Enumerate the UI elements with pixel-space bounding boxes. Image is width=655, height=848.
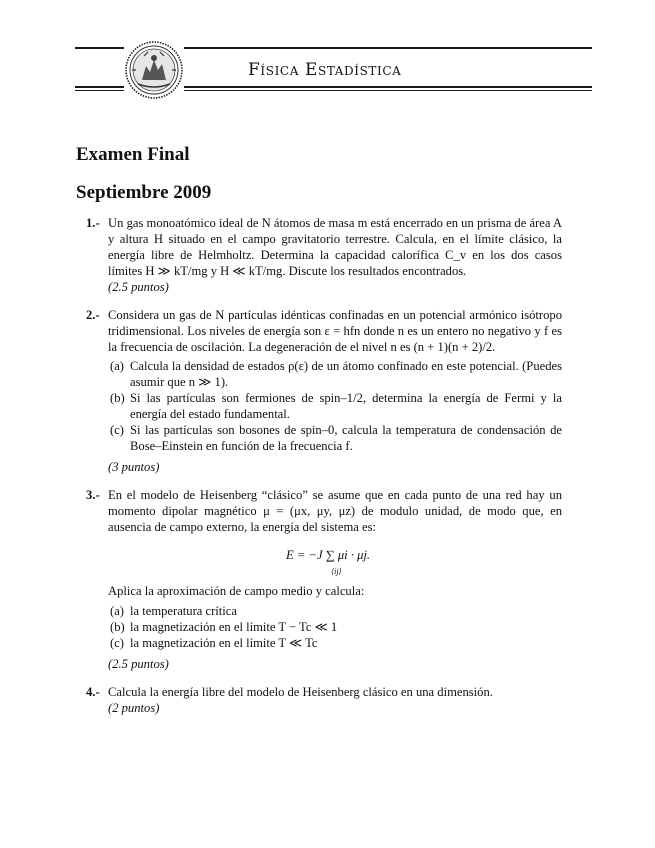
question-number: 3.- (86, 488, 100, 502)
question-text: En el modelo de Heisenberg “clásico” se asume que en cada punto de una red hay un momento dipolar magnético μ = (μx, μy, μz) de modulo unidad, de modo que, en ausencia de campo externo, la energía del sistema es: (108, 488, 562, 534)
subitem: (a) Calcula la densidad de estados ρ(ε) de un átomo confinado en este potencial. (Puedes asumir que n ≫ 1). (110, 359, 562, 389)
subitem: (b) la magnetización en el límite T − Tc ≪ 1 (110, 620, 338, 634)
question-number: 4.- (86, 685, 100, 699)
exam-date: Septiembre 2009 (76, 182, 212, 203)
question-1 (76, 215, 562, 295)
question-text: Calcula la energía libre del modelo de Heisenberg clásico en una dimensión. (108, 685, 493, 699)
question-number: 2.- (86, 308, 100, 322)
subitem: (a) la temperatura crítica (110, 604, 237, 618)
question-text: Considera un gas de N partículas idénticas confinadas en un potencial armónico isótropo tridimensional. Los niveles de energía son ε = hfn donde n es un entero no negativo y f es la frecuencia de oscilación. La degeneración de el nivel n es (n + 1)(n + 2)/2. (108, 308, 562, 354)
question-number: 1.- (86, 216, 100, 230)
exam-title: Examen Final (76, 144, 190, 165)
question-3 (76, 487, 562, 672)
questions (76, 215, 562, 716)
question-text-after: Aplica la aproximación de campo medio y calcula: (108, 584, 365, 598)
question-4 (76, 684, 562, 716)
subitem: (c) la magnetización en el límite T ≪ Tc (110, 636, 318, 650)
question-points: (2.5 puntos) (108, 657, 169, 671)
subitem: (c) Si las partículas son bosones de spin–0, calcula la temperatura de condensación de Bose–Einstein en función de la frecuencia f. (110, 423, 562, 453)
question-points: (2.5 puntos) (108, 280, 169, 294)
question-2 (76, 307, 562, 475)
question-points: (2 puntos) (108, 701, 160, 715)
energy-equation: E = −J ∑ μi · μj. ⟨ij⟩ (286, 548, 371, 576)
subitem: (b) Si las partículas son fermiones de spin–1/2, determina la energía de Fermi y la energía del estado fundamental. (110, 391, 562, 421)
university-seal-icon (124, 40, 184, 100)
question-text: Un gas monoatómico ideal de N átomos de masa m está encerrado en un prisma de área A y altura H situado en el campo gravitatorio terrestre. Calcula, en el límite clásico, la energía libre de Helmholtz. Determina la capacidad calorífica C_v en los dos casos límites H ≫ kT/mg y H ≪ kT/mg. Discute los resultados encontrados. (108, 216, 562, 278)
question-points: (3 puntos) (108, 460, 160, 474)
course-title: Física Estadística (248, 60, 402, 80)
